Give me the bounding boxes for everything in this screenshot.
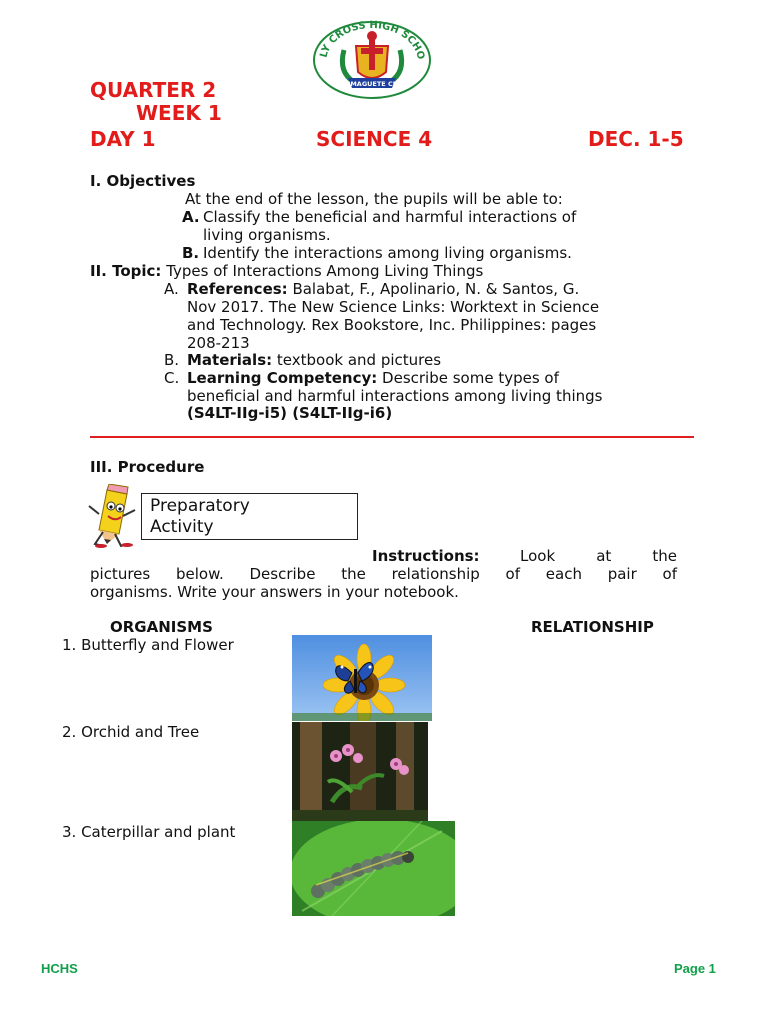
organisms-column-header: ORGANISMS xyxy=(110,618,213,636)
butterfly-flower-image xyxy=(292,635,432,721)
preparatory-activity-box xyxy=(141,493,358,540)
topic-line xyxy=(90,262,483,280)
school-logo xyxy=(308,16,436,100)
instructions-line3: organisms. Write your answers in your notebook. xyxy=(90,583,459,601)
instructions-line2: pictures below. Describe the relationship of each pair of xyxy=(90,565,677,583)
objective-a-line1: Classify the beneficial and harmful interactions of xyxy=(203,208,577,226)
materials-letter: B. xyxy=(164,351,180,369)
instructions-label: Instructions: xyxy=(372,547,480,565)
objective-b-line1: Identify the interactions among living organisms. xyxy=(203,244,572,262)
preparatory-line1: Preparatory xyxy=(150,496,250,516)
logo-arc-text: LY CROSS HIGH SCHO xyxy=(318,19,427,61)
day-label: DAY 1 xyxy=(90,127,156,151)
objective-b-letter: B. xyxy=(182,244,200,262)
competency-label: Learning Competency: xyxy=(187,369,378,387)
preparatory-line2: Activity xyxy=(150,517,214,537)
objectives-intro: At the end of the lesson, the pupils will be able to: xyxy=(185,190,563,208)
competency-text-1: Describe some types of xyxy=(382,369,559,387)
footer-page-number: Page 1 xyxy=(674,961,716,976)
references-text-4: 208-213 xyxy=(187,334,250,352)
competency-letter: C. xyxy=(164,369,180,387)
references-line1 xyxy=(187,280,579,298)
references-label: References: xyxy=(187,280,288,298)
organism-item-1: 1. Butterfly and Flower xyxy=(62,636,234,654)
pencil-mascot-icon xyxy=(85,484,145,548)
materials-text: textbook and pictures xyxy=(276,351,442,369)
topic-text: Types of Interactions Among Living Things xyxy=(166,262,484,280)
caterpillar-plant-image xyxy=(292,821,455,916)
references-text-1: Balabat, F., Apolinario, N. & Santos, G. xyxy=(292,280,580,298)
topic-heading: II. Topic: xyxy=(90,262,162,280)
instructions-line1: Look at the xyxy=(520,547,677,565)
materials-label: Materials: xyxy=(187,351,273,369)
logo-ribbon-text: DUMAGUETE CITY xyxy=(339,80,405,88)
objective-a-letter: A. xyxy=(182,208,200,226)
week-label: WEEK 1 xyxy=(136,101,222,125)
references-letter: A. xyxy=(164,280,179,298)
section-divider xyxy=(90,436,694,438)
procedure-heading: III. Procedure xyxy=(90,458,205,476)
objectives-heading: I. Objectives xyxy=(90,172,196,190)
materials-line xyxy=(187,351,441,369)
references-text-3: and Technology. Rex Bookstore, Inc. Philippines: pages xyxy=(187,316,597,334)
competency-text-2: beneficial and harmful interactions among living things xyxy=(187,387,603,405)
relationship-column-header: RELATIONSHIP xyxy=(531,618,654,636)
orchid-tree-image xyxy=(292,722,428,822)
subject-label: SCIENCE 4 xyxy=(316,127,433,151)
footer-school: HCHS xyxy=(41,961,78,976)
competency-codes: (S4LT-IIg-i5) (S4LT-IIg-i6) xyxy=(187,404,393,422)
competency-line1 xyxy=(187,369,559,387)
references-text-2: Nov 2017. The New Science Links: Worktext in Science xyxy=(187,298,600,316)
organism-item-3: 3. Caterpillar and plant xyxy=(62,823,236,841)
objective-a-line2: living organisms. xyxy=(203,226,331,244)
quarter-label: QUARTER 2 xyxy=(90,78,217,102)
organism-item-2: 2. Orchid and Tree xyxy=(62,723,200,741)
date-label: DEC. 1-5 xyxy=(588,127,684,151)
